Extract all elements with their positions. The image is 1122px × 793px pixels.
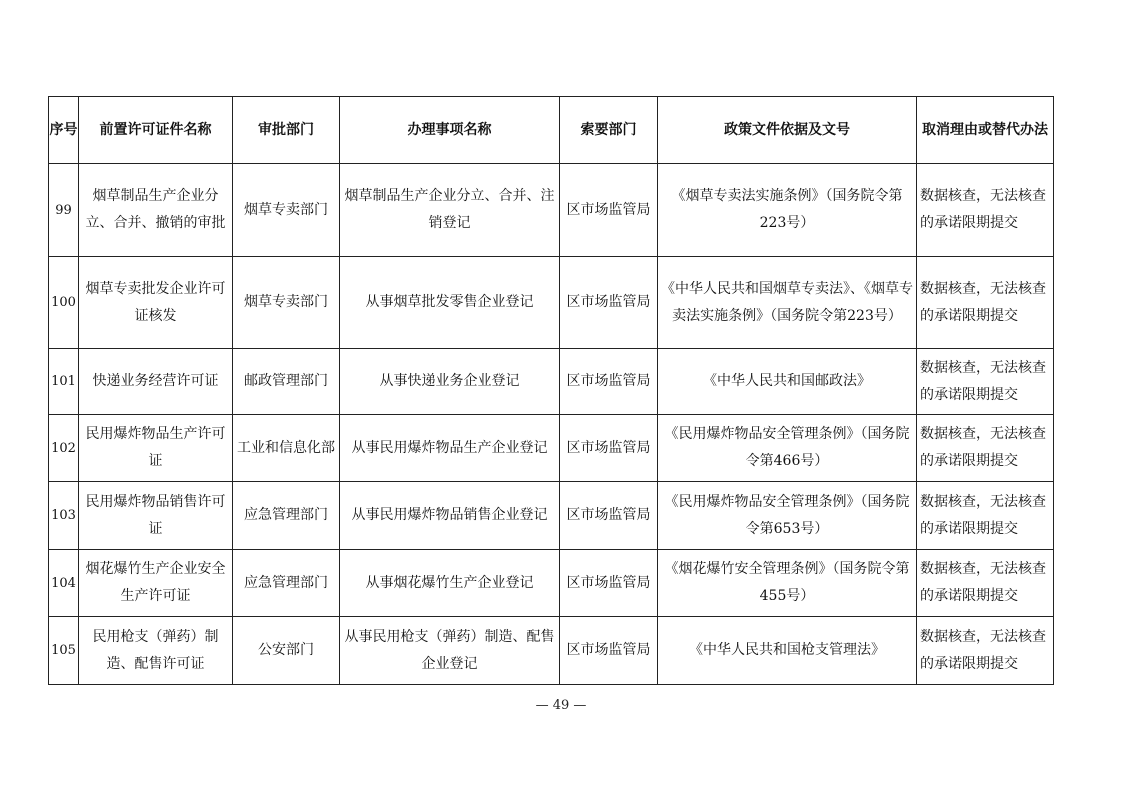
permit-table [48,96,1054,685]
approval-dept: 烟草专卖部门 [233,257,340,349]
item-name: 从事民用枪支（弹药）制造、配售企业登记 [340,617,560,685]
approval-dept: 烟草专卖部门 [233,164,340,257]
header-cell-requester: 索要部门 [560,97,658,164]
requesting-dept: 区市场监管局 [560,415,658,482]
requesting-dept: 区市场监管局 [560,257,658,349]
row-number: 101 [49,349,79,415]
table-row [49,164,1054,257]
item-name: 从事民用爆炸物品销售企业登记 [340,482,560,550]
cancel-reason: 数据核查，无法核查的承诺限期提交 [917,257,1054,349]
row-number: 99 [49,164,79,257]
permit-name: 快递业务经营许可证 [79,349,233,415]
row-number: 100 [49,257,79,349]
header-cell-reason: 取消理由或替代办法 [917,97,1054,164]
table-row [49,349,1054,415]
table-row [49,482,1054,550]
header-cell-policy: 政策文件依据及文号 [658,97,917,164]
requesting-dept: 区市场监管局 [560,617,658,685]
policy-basis: 《民用爆炸物品安全管理条例》（国务院令第466号） [658,415,917,482]
header-cell-num: 序号 [49,97,79,164]
permit-name: 民用爆炸物品销售许可证 [79,482,233,550]
header-cell-item: 办理事项名称 [340,97,560,164]
approval-dept: 邮政管理部门 [233,349,340,415]
table-row [49,617,1054,685]
permit-name: 民用枪支（弹药）制造、配售许可证 [79,617,233,685]
item-name: 从事民用爆炸物品生产企业登记 [340,415,560,482]
policy-basis: 《烟花爆竹安全管理条例》（国务院令第455号） [658,550,917,617]
table-row [49,257,1054,349]
approval-dept: 工业和信息化部 [233,415,340,482]
row-number: 105 [49,617,79,685]
policy-basis: 《中华人民共和国邮政法》 [658,349,917,415]
permit-name: 烟花爆竹生产企业安全生产许可证 [79,550,233,617]
requesting-dept: 区市场监管局 [560,164,658,257]
approval-dept: 应急管理部门 [233,482,340,550]
cancel-reason: 数据核查，无法核查的承诺限期提交 [917,482,1054,550]
approval-dept: 应急管理部门 [233,550,340,617]
policy-basis: 《中华人民共和国枪支管理法》 [658,617,917,685]
row-number: 104 [49,550,79,617]
cancel-reason: 数据核查，无法核查的承诺限期提交 [917,349,1054,415]
policy-basis: 《中华人民共和国烟草专卖法》、《烟草专卖法实施条例》（国务院令第223号） [658,257,917,349]
item-name: 从事烟花爆竹生产企业登记 [340,550,560,617]
approval-dept: 公安部门 [233,617,340,685]
requesting-dept: 区市场监管局 [560,550,658,617]
item-name: 烟草制品生产企业分立、合并、注销登记 [340,164,560,257]
cancel-reason: 数据核查，无法核查的承诺限期提交 [917,617,1054,685]
item-name: 从事烟草批发零售企业登记 [340,257,560,349]
header-row [49,97,1054,164]
cancel-reason: 数据核查，无法核查的承诺限期提交 [917,550,1054,617]
row-number: 102 [49,415,79,482]
page-number: — 49 — [535,698,587,713]
row-number: 103 [49,482,79,550]
header-cell-permit: 前置许可证件名称 [79,97,233,164]
table-row [49,415,1054,482]
requesting-dept: 区市场监管局 [560,349,658,415]
item-name: 从事快递业务企业登记 [340,349,560,415]
policy-basis: 《烟草专卖法实施条例》（国务院令第223号） [658,164,917,257]
cancel-reason: 数据核查，无法核查的承诺限期提交 [917,415,1054,482]
permit-name: 烟草制品生产企业分立、合并、撤销的审批 [79,164,233,257]
policy-basis: 《民用爆炸物品安全管理条例》（国务院令第653号） [658,482,917,550]
table-row [49,550,1054,617]
permit-name: 烟草专卖批发企业许可证核发 [79,257,233,349]
permit-name: 民用爆炸物品生产许可证 [79,415,233,482]
cancel-reason: 数据核查，无法核查的承诺限期提交 [917,164,1054,257]
header-cell-dept: 审批部门 [233,97,340,164]
requesting-dept: 区市场监管局 [560,482,658,550]
